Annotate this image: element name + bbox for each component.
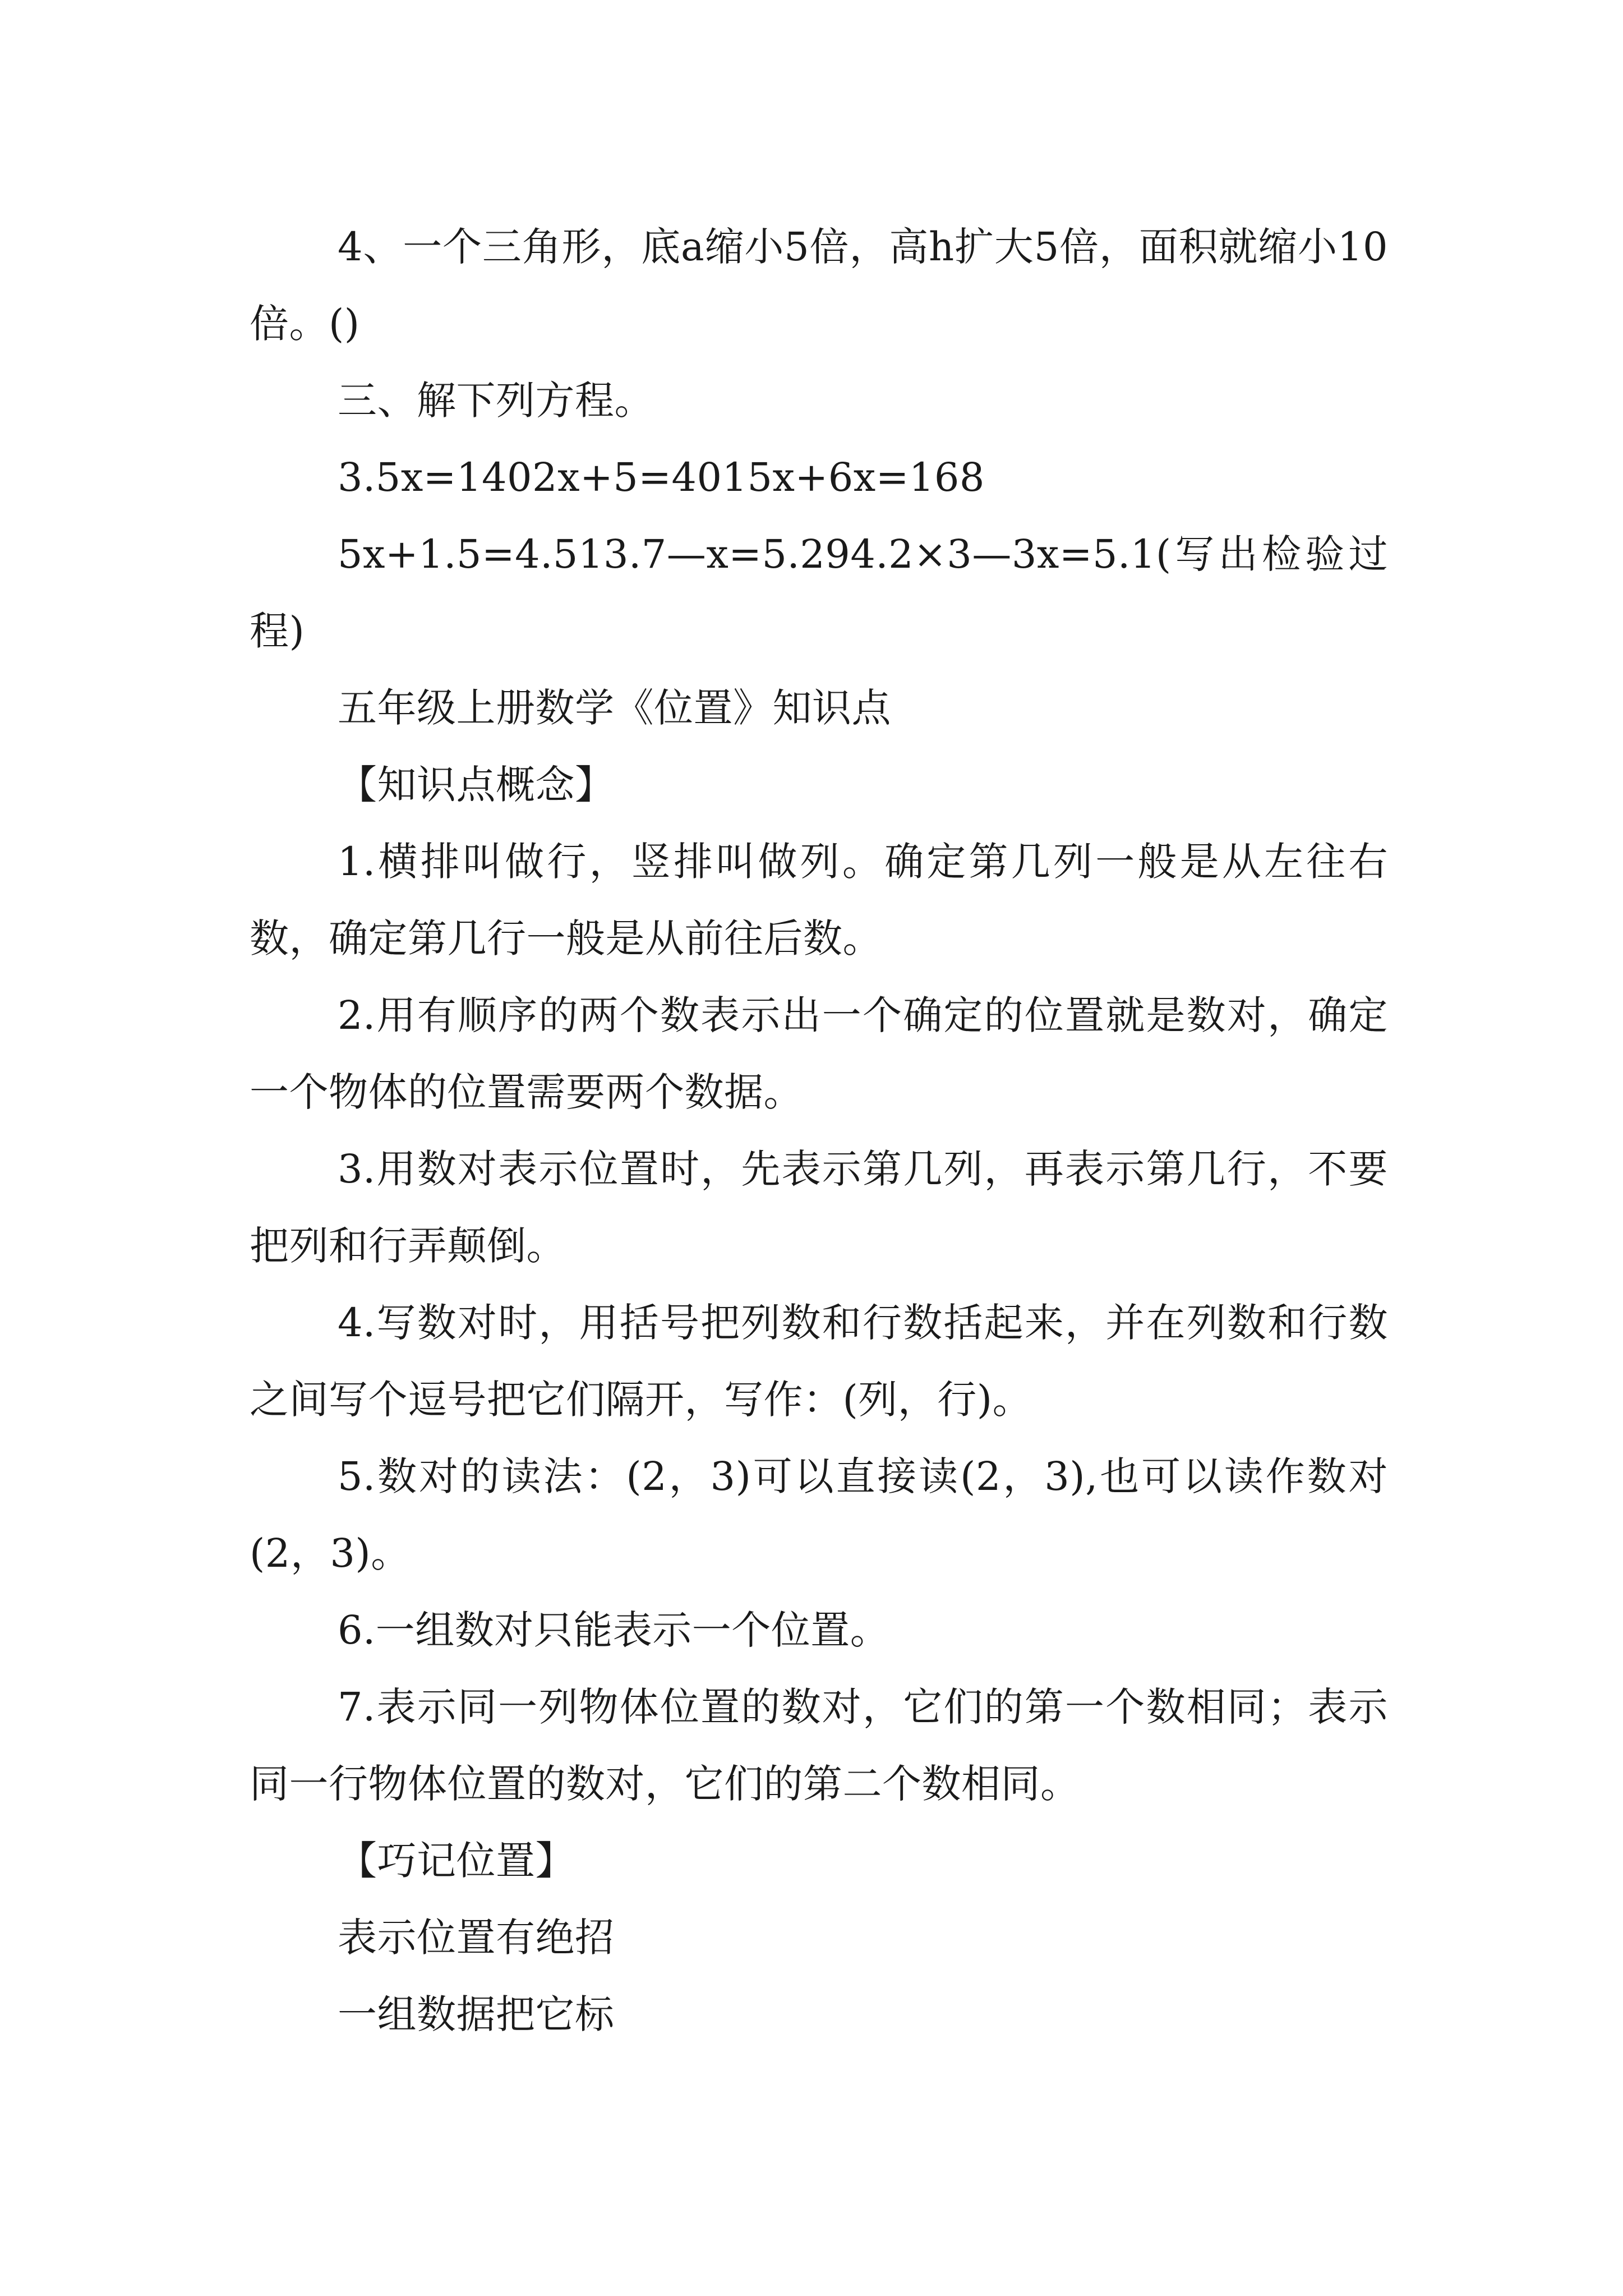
knowledge-point-1: 1.横排叫做行，竖排叫做列。确定第几列一般是从左往右数，确定第几行一般是从前往后数。 (250, 839, 1388, 961)
document-body (250, 209, 1388, 2053)
equation-line-2: 5x+1.5=4.513.7—x=5.294.2×3—3x=5.1(写出检验过程) (250, 531, 1388, 654)
document-title: 五年级上册数学《位置》知识点 (338, 685, 891, 731)
knowledge-point-3: 3.用数对表示位置时，先表示第几列，再表示第几行，不要把列和行弄颠倒。 (250, 1146, 1388, 1269)
concept-heading: 【知识点概念】 (338, 762, 615, 808)
knowledge-point-7: 7.表示同一列物体位置的数对，它们的第一个数相同；表示同一行物体位置的数对，它们的第二个数相同。 (250, 1684, 1388, 1807)
memory-tips-heading: 【巧记位置】 (338, 1838, 575, 1884)
equation-line-1: 3.5x=1402x+5=4015x+6x=168 (338, 454, 985, 500)
rhyme-line-1: 表示位置有绝招 (338, 1915, 615, 1961)
knowledge-point-6: 6.一组数对只能表示一个位置。 (338, 1607, 890, 1653)
knowledge-point-5: 5.数对的读法：(2，3)可以直接读(2，3),也可以读作数对(2，3)。 (250, 1453, 1388, 1576)
rhyme-line-2: 一组数据把它标 (338, 1991, 615, 2037)
knowledge-point-4: 4.写数对时，用括号把列数和行数括起来，并在列数和行数之间写个逗号把它们隔开，写作：(列，行)。 (250, 1300, 1388, 1423)
section-heading-solve-equations: 三、解下列方程。 (338, 378, 654, 424)
question-4-paragraph: 4、一个三角形，底a缩小5倍，高h扩大5倍，面积就缩小10倍。() (250, 224, 1388, 347)
knowledge-point-2: 2.用有顺序的两个数表示出一个确定的位置就是数对，确定一个物体的位置需要两个数据。 (250, 992, 1388, 1115)
